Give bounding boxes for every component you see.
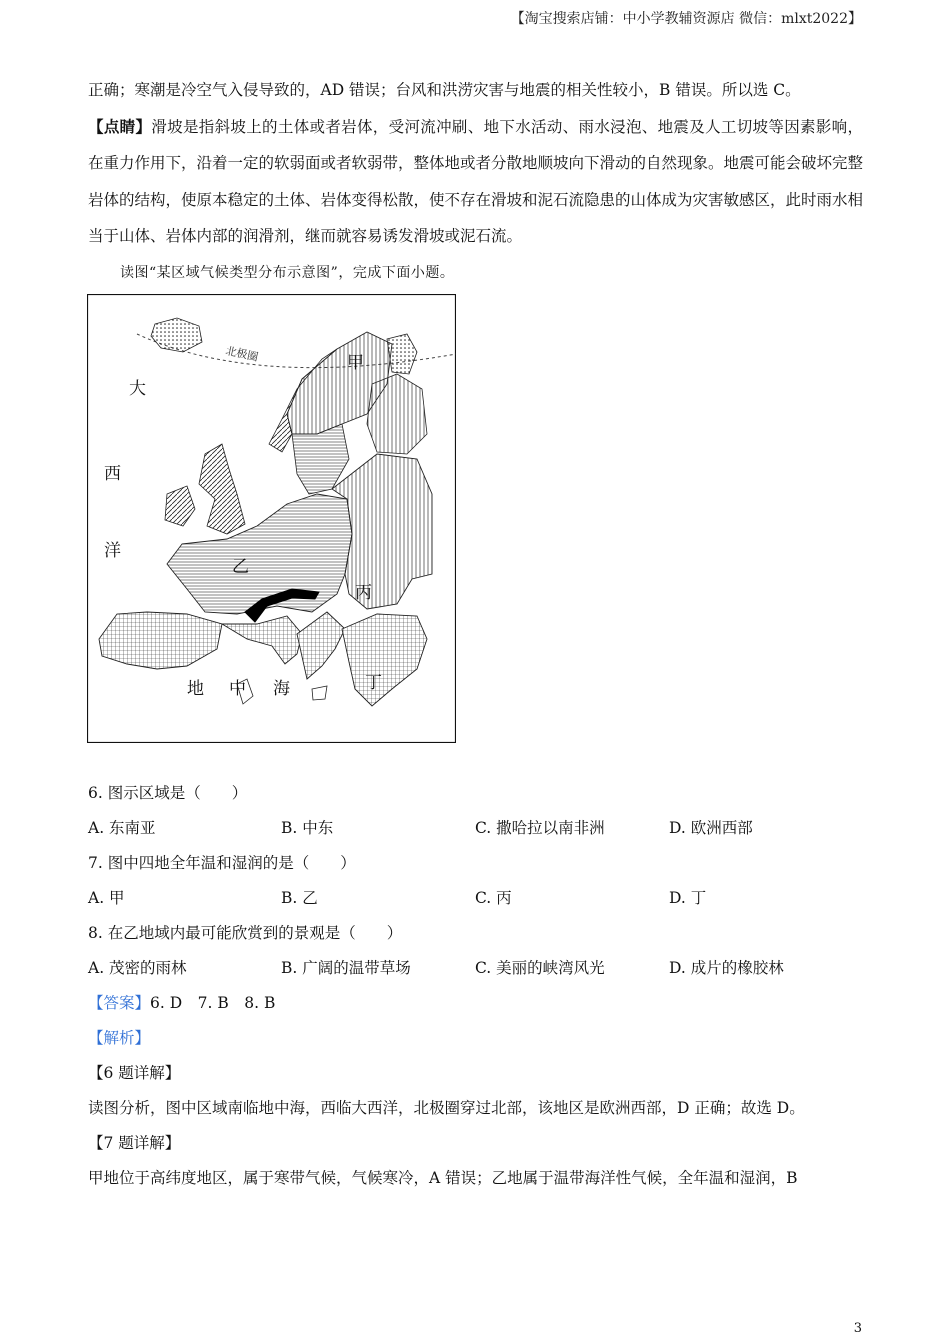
- page-number: 3: [853, 1321, 862, 1336]
- answer-text: 6. D 7. B 8. B: [150, 994, 276, 1012]
- climate-map: [87, 294, 456, 743]
- tip-text: 滑坡是指斜坡上的土体或者岩体，受河流冲刷、地下水活动、雨水浸泡、地震及人工切坡等因素影响，在重力作用下，沿着一定的软弱面或者软弱带，整体地或者分散地顺坡向下滑动的自然现象。地震可能会破坏完整岩体的结构，使原本稳定的土体、岩体变得松散，使不存在滑坡和泥石流隐患的山体成为灾害敏感区，此时雨水相当于山体、岩体内部的润滑剂，继而就容易诱发滑坡或泥石流。: [88, 117, 864, 245]
- map-label-jia: 甲: [347, 353, 364, 373]
- tip-paragraph: [88, 109, 863, 255]
- q6-option-b: B. 中东: [281, 819, 334, 837]
- q7-option-a: A. 甲: [88, 889, 125, 907]
- map-label-atlantic-3: 洋: [104, 541, 121, 561]
- map-label-atlantic-1: 大: [129, 379, 146, 399]
- q8-option-c: C. 美丽的峡湾风光: [475, 959, 605, 977]
- answer-line: [88, 991, 275, 1013]
- map-label-mediterranean-3: 海: [273, 679, 290, 699]
- question-8-stem: 8. 在乙地域内最可能欣赏到的景观是（ ）: [88, 924, 403, 942]
- detail-7-label: 【7 题详解】: [88, 1134, 181, 1152]
- tip-label: 【点睛】: [88, 116, 152, 136]
- answer-label: 【答案】: [88, 994, 151, 1012]
- detail-6-text: 读图分析，图中区域南临地中海，西临大西洋，北极圈穿过北部，该地区是欧洲西部，D 正确；故选 D。: [88, 1099, 805, 1117]
- explanation-line: 正确；寒潮是冷空气入侵导致的，AD 错误；台风和洪涝灾害与地震的相关性较小，B 错误。所以选 C。: [88, 81, 801, 99]
- q7-option-c: C. 丙: [475, 889, 512, 907]
- detail-6-label: 【6 题详解】: [88, 1064, 181, 1082]
- q8-option-b: B. 广阔的温带草场: [281, 959, 411, 977]
- map-label-yi: 乙: [232, 557, 249, 577]
- page-header: 【淘宝搜索店铺：中小学教辅资源店 微信：mlxt2022】: [510, 11, 862, 27]
- previous-answer-text: [88, 72, 863, 255]
- question-7-stem: 7. 图中四地全年温和湿润的是（ ）: [88, 854, 356, 872]
- question-6-stem: 6. 图示区域是（ ）: [88, 784, 248, 802]
- map-label-bing: 丙: [355, 583, 372, 603]
- q6-option-a: A. 东南亚: [88, 819, 156, 837]
- map-label-atlantic-2: 西: [104, 464, 121, 484]
- q6-option-c: C. 撒哈拉以南非洲: [475, 819, 605, 837]
- question-intro: 读图“某区域气候类型分布示意图”，完成下面小题。: [120, 265, 455, 281]
- q7-option-b: B. 乙: [281, 889, 318, 907]
- map-label-mediterranean-1: 地: [187, 679, 204, 699]
- q6-option-d: D. 欧洲西部: [669, 819, 753, 837]
- detail-7-text: 甲地位于高纬度地区，属于寒带气候，气候寒冷，A 错误；乙地属于温带海洋性气候，全年温和湿润，B: [88, 1169, 798, 1187]
- map-label-mediterranean-2: 中: [229, 679, 246, 699]
- q8-option-d: D. 成片的橡胶林: [669, 959, 784, 977]
- q7-option-d: D. 丁: [669, 889, 707, 907]
- map-label-ding: 丁: [365, 673, 382, 693]
- arctic-circle-label: 北极圈: [224, 344, 260, 364]
- analysis-label: 【解析】: [88, 1029, 151, 1047]
- q8-option-a: A. 茂密的雨林: [88, 959, 187, 977]
